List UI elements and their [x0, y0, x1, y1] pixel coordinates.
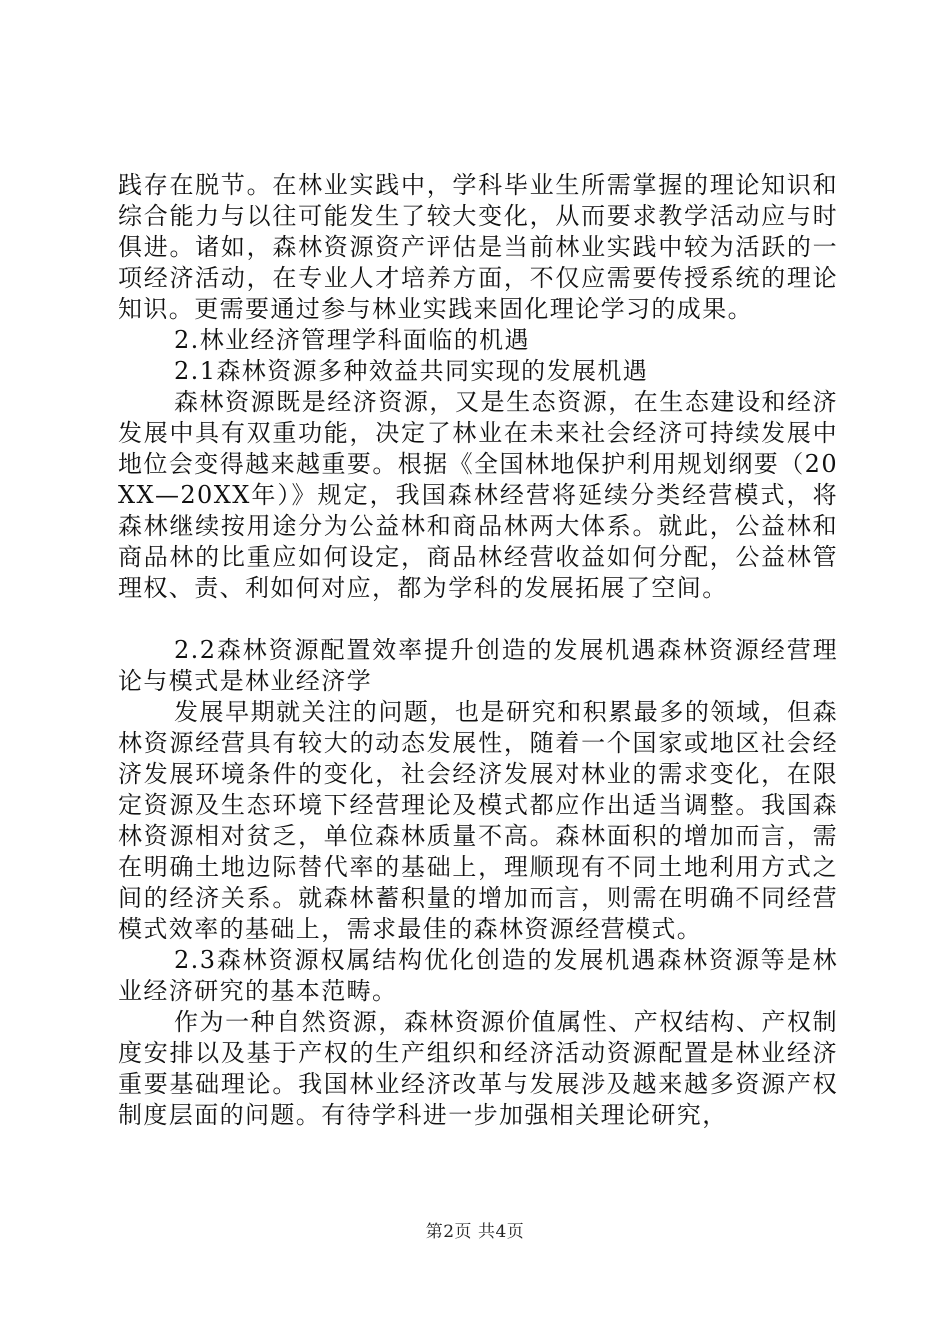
subsection-heading-2-2: 2.2森林资源配置效率提升创造的发展机遇森林资源经营理论与模式是林业经济学 — [118, 636, 838, 695]
paragraph-continuation: 践存在脱节。在林业实践中，学科毕业生所需掌握的理论知识和综合能力与以往可能发生了较大变化，从而要求教学活动应与时俱进。诸如，森林资源资产评估是当前林业实践中较为活跃的一项经济活动，在专业人才培养方面，不仅应需要传授系统的理论知识。更需要通过参与林业实践来固化理论学习的成果。 — [118, 171, 838, 323]
paragraph-spacer — [118, 604, 838, 635]
subsection-heading-2-3: 2.3森林资源权属结构优化创造的发展机遇森林资源等是林业经济研究的基本范畴。 — [118, 946, 838, 1005]
page-footer — [0, 1217, 950, 1242]
section-heading-2: 2.林业经济管理学科面临的机遇 — [174, 326, 530, 354]
page-indicator: 第2页 共4页 — [425, 1222, 525, 1242]
paragraph-2-2-body: 发展早期就关注的问题，也是研究和积累最多的领域，但森林资源经营具有较大的动态发展性，随着一个国家或地区社会经济发展环境条件的变化，社会经济发展对林业的需求变化，在限定资源及生态环境下经营理论及模式都应作出适当调整。我国森林资源相对贫乏，单位森林质量不高。森林面积的增加而言，需在明确土地边际替代率的基础上，理顺现有不同土地利用方式之间的经济关系。就森林蓄积量的增加而言，则需在明确不同经营模式效率的基础上，需求最佳的森林资源经营模式。 — [118, 698, 838, 943]
document-body — [118, 170, 838, 1131]
subsection-heading-2-1: 2.1森林资源多种效益共同实现的发展机遇 — [174, 357, 649, 385]
paragraph-2-3-body: 作为一种自然资源，森林资源价值属性、产权结构、产权制度安排以及基于产权的生产组织和经济活动资源配置是林业经济重要基础理论。我国林业经济改革与发展涉及越来越多资源产权制度层面的问题。有待学科进一步加强相关理论研究， — [118, 1008, 838, 1129]
paragraph-2-1-body: 森林资源既是经济资源，又是生态资源，在生态建设和经济发展中具有双重功能，决定了林业在未来社会经济可持续发展中地位会变得越来越重要。根据《全国林地保护利用规划纲要（20XX—20XX年）》规定，我国森林经营将延续分类经营模式，将森林继续按用途分为公益林和商品林两大体系。就此，公益林和商品林的比重应如何设定，商品林经营收益如何分配，公益林管理权、责、利如何对应，都为学科的发展拓展了空间。 — [118, 388, 838, 602]
